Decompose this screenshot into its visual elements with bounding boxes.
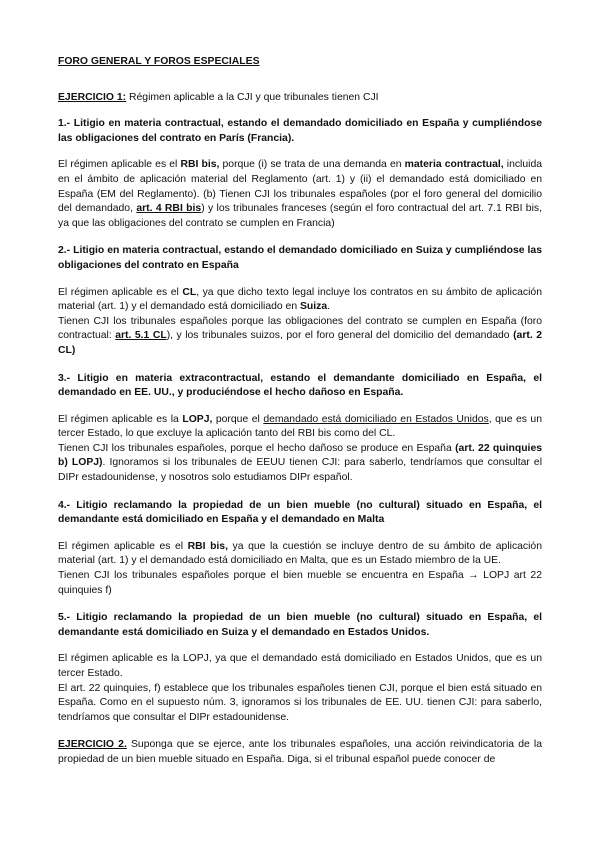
answer-3-regime: El régimen aplicable es la LOPJ, porque el demandado está domiciliado en Estados Unidos, que es un tercer Estado, lo que excluye la aplicación tanto del RBI bis como del CL.	[58, 413, 542, 440]
exercise-1-label: EJERCICIO 1:	[58, 91, 127, 103]
answer-3-jurisdiction: Tienen CJI los tribunales españoles, porque el hecho dañoso se produce en España (art. 22 quinquies b) LOPJ). Ignoramos si los tribunales de EEUU tienen CJI: para saberlo, tendríamos que consultar el DIPr estadounidense, y nosotros solo estudiamos DIPr español.	[58, 442, 542, 484]
answer-2-jurisdiction: Tienen CJI los tribunales españoles porque las obligaciones del contrato se cumplen en España (foro contractual: art. 5.1 CL), y los tribunales suizos, por el foro general del domicilio del demandado (art. 2 CL)	[58, 315, 542, 356]
question-1: 1.- Litigio en materia contractual, estando el demandado domiciliado en España y cumpliéndose las obligaciones del contrato en París (Francia).	[58, 118, 542, 144]
page-title: FORO GENERAL Y FOROS ESPECIALES	[58, 56, 260, 67]
answer-5-regime: El régimen aplicable es la LOPJ, ya que el demandado está domiciliado en Estados Unidos, que es un tercer Estado.	[58, 653, 542, 679]
exercise-2-text: Suponga que se ejerce, ante los tribunales españoles, una acción reivindicatoria de la propiedad de un bien mueble situado en España. Diga, si el tribunal español puede conocer de	[58, 739, 542, 765]
answer-2-regime: El régimen aplicable es el CL, ya que dicho texto legal incluye los contratos en su ámbito de aplicación material (art. 1) y el demandado está domiciliado en Suiza.	[58, 286, 542, 313]
answer-4-jurisdiction: Tienen CJI los tribunales españoles porque el bien mueble se encuentra en España → LOPJ art 22 quinquies f)	[58, 570, 542, 596]
question-3: 3.- Litigio en materia extracontractual, estando el demandante domiciliado en España, el demandado en EE. UU., y produciéndose el hecho dañoso en España.	[58, 372, 542, 399]
question-5: 5.- Litigio reclamando la propiedad de un bien mueble (no cultural) situado en España, el demandante está domiciliado en Suiza y el demandado en Estados Unidos.	[58, 612, 542, 638]
exercise-1-text: Régimen aplicable a la CJI y que tribunales tienen CJI	[126, 91, 379, 103]
answer-4-regime: El régimen aplicable es el RBI bis, ya que la cuestión se incluye dentro de su ámbito de aplicación material (art. 1) y el demandado está domiciliado en Malta, que es un Estado miembro de la UE.	[58, 540, 542, 567]
exercise-2-paragraph	[58, 738, 542, 767]
question-4: 4.- Litigio reclamando la propiedad de un bien mueble (no cultural) situado en España, el demandante está domiciliado en España y el demandado en Malta	[58, 499, 542, 526]
exercise-2-label: EJERCICIO 2.	[58, 739, 127, 751]
answer-5-jurisdiction: El art. 22 quinquies, f) establece que los tribunales españoles tienen CJI, porque el bien está situado en España. Como en el supuesto núm. 3, ignoramos si los tribunales de EE. UU. tienen CJI: para saberlo, tendríamos que consultar el DIPr estadounidense.	[58, 682, 542, 723]
answer-1: El régimen aplicable es el RBI bis, porque (i) se trata de una demanda en materia contractual, incluida en el ámbito de aplicación material del Reglamento (art. 1) y (ii) el demandado está domiciliado en España (EM del Reglamento). (b) Tienen CJI los tribunales españoles (por el foro general del domicilio del demandado, art. 4 RBI bis) y los tribunales franceses (según el foro contractual del art. 7.1 RBI bis, ya que las obligaciones del contrato se cumplen en Francia)	[58, 159, 542, 229]
exercise-1-heading	[58, 91, 542, 106]
question-2: 2.- Litigio en materia contractual, estando el demandado domiciliado en Suiza y cumpliéndose las obligaciones del contrato en España	[58, 245, 542, 271]
